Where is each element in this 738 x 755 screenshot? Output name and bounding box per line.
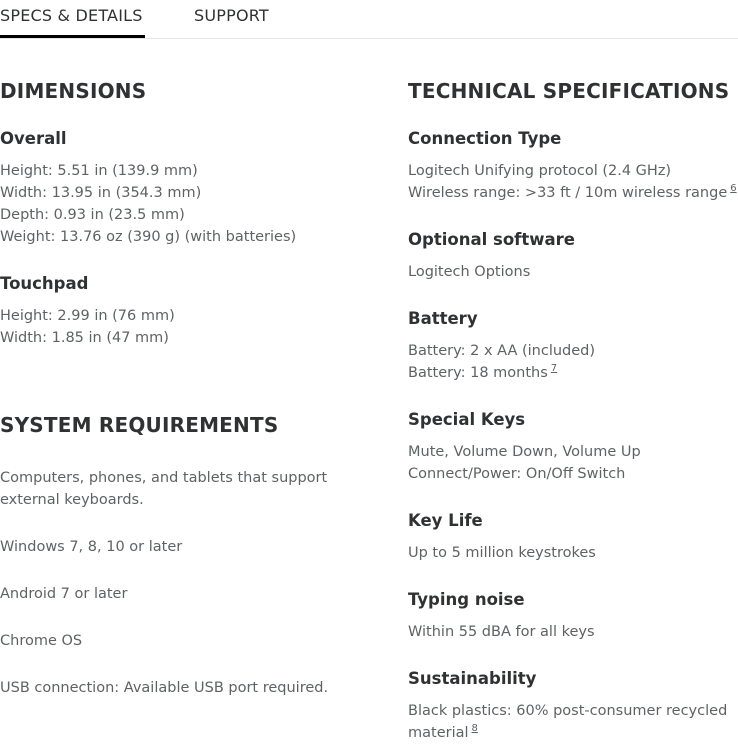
touchpad-height: Height: 2.99 in (76 mm)	[0, 308, 175, 324]
overall-heading: Overall	[0, 129, 67, 148]
key-life-heading: Key Life	[408, 511, 483, 530]
connection-protocol: Logitech Unifying protocol (2.4 GHz)	[408, 163, 672, 179]
tab-specs-details[interactable]: SPECS & DETAILS	[0, 6, 143, 25]
battery-heading: Battery	[408, 309, 478, 328]
tab-bar	[0, 0, 738, 39]
requirement-item: Chrome OS	[0, 633, 83, 649]
right-column	[408, 78, 737, 744]
footnote-link[interactable]: 8	[471, 723, 478, 734]
typing-noise-heading: Typing noise	[408, 590, 525, 609]
overall-depth: Depth: 0.93 in (23.5 mm)	[0, 207, 185, 223]
key-life-value: Up to 5 million keystrokes	[408, 545, 596, 561]
footnote-link[interactable]: 6	[730, 183, 737, 194]
optional-software-heading: Optional software	[408, 230, 575, 249]
battery-type: Battery: 2 x AA (included)	[408, 343, 596, 359]
left-column	[0, 78, 360, 699]
battery-life	[408, 362, 733, 384]
connection-type-heading: Connection Type	[408, 129, 562, 148]
typing-noise-value: Within 55 dBA for all keys	[408, 624, 595, 640]
requirement-item: Android 7 or later	[0, 586, 128, 602]
overall-width: Width: 13.95 in (354.3 mm)	[0, 185, 202, 201]
battery-life-text: Battery: 18 months	[408, 365, 548, 381]
sustainability-heading: Sustainability	[408, 669, 537, 688]
active-tab-indicator	[0, 35, 145, 38]
sustainability-value	[408, 700, 733, 744]
wireless-range	[408, 182, 737, 204]
special-keys-heading: Special Keys	[408, 410, 526, 429]
optional-software-value: Logitech Options	[408, 264, 531, 280]
requirement-item: USB connection: Available USB port required.	[0, 680, 329, 696]
system-requirements-heading: SYSTEM REQUIREMENTS	[0, 413, 279, 437]
overall-height: Height: 5.51 in (139.9 mm)	[0, 163, 198, 179]
tab-support[interactable]: SUPPORT	[194, 6, 269, 25]
special-keys-line: Connect/Power: On/Off Switch	[408, 466, 626, 482]
special-keys-line: Mute, Volume Down, Volume Up	[408, 444, 641, 460]
requirement-item: Computers, phones, and tablets that support external keyboards.	[0, 470, 328, 508]
requirement-item: Windows 7, 8, 10 or later	[0, 539, 183, 555]
footnote-link[interactable]: 7	[550, 363, 558, 374]
wireless-range-text: Wireless range: >33 ft / 10m wireless range	[408, 185, 728, 201]
touchpad-heading: Touchpad	[0, 274, 89, 293]
sustainability-text: Black plastics: 60% post-consumer recycled material	[408, 703, 728, 741]
overall-weight: Weight: 13.76 oz (390 g) (with batteries)	[0, 229, 297, 245]
touchpad-width: Width: 1.85 in (47 mm)	[0, 330, 169, 346]
tech-specs-heading: TECHNICAL SPECIFICATIONS	[408, 79, 730, 103]
dimensions-heading: DIMENSIONS	[0, 79, 147, 103]
